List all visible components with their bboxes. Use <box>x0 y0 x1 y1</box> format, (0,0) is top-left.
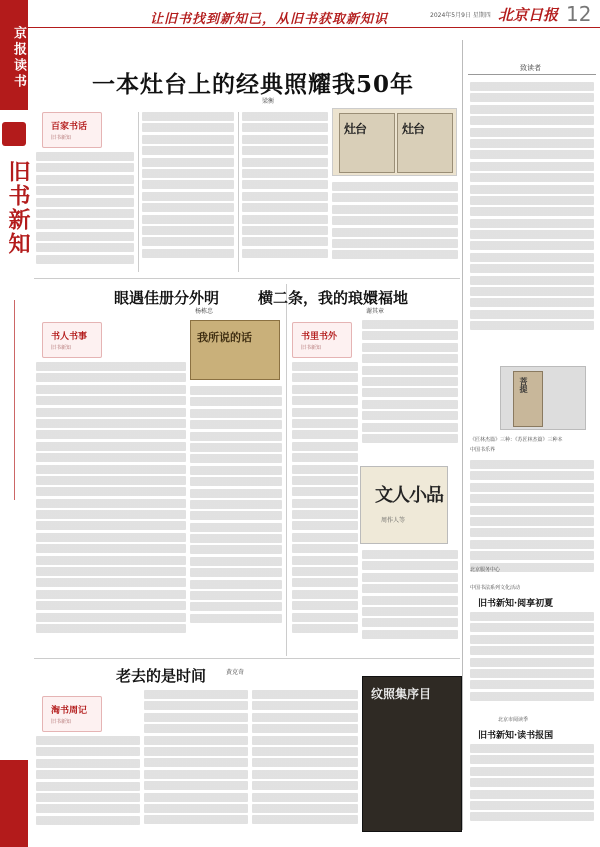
mid-right-book-photo: 文人小品 周作人等 <box>360 466 448 544</box>
main-article-text-col2 <box>142 112 234 272</box>
page-number: 12 <box>566 2 592 26</box>
bottom-text-col1 <box>36 736 140 836</box>
bottom-byline: 黄克奇 <box>226 669 245 676</box>
column-title: 旧书新知 <box>5 160 31 256</box>
news2-title: 北京市阅读季 <box>498 717 529 723</box>
mid-left-book-photo: 我所说的话 <box>190 320 280 380</box>
news1-text <box>470 612 594 708</box>
seal-icon <box>2 122 26 146</box>
news1-title: 中国书法系列文化活动 <box>470 585 521 591</box>
mid-right-text-col3 <box>362 550 458 652</box>
mid-right-text-col2 <box>362 320 458 460</box>
strip-divider <box>14 300 15 500</box>
issue-date: 2024年5月9日 星期四 <box>430 12 491 19</box>
section-separator-bottom <box>34 658 460 659</box>
mid-right-text-col1 <box>292 362 358 652</box>
strip-footer-block <box>0 760 28 847</box>
right-column-header: 致读者 <box>520 64 541 72</box>
main-article-photo <box>332 108 457 176</box>
section-name: 京报读书 <box>0 0 28 110</box>
main-article-text-col3 <box>242 112 328 272</box>
right-column-rule <box>468 74 596 75</box>
section-separator <box>34 278 460 279</box>
book-cover-2: 灶台 <box>397 113 453 173</box>
right-item-2: 中国书乐界 <box>470 447 496 453</box>
news1-heading: 旧书新知·阅享初夏 <box>478 599 554 609</box>
header-rule <box>28 27 600 28</box>
right-column-text <box>470 82 594 352</box>
news3-heading: 旧书新知·读书报国 <box>478 731 554 741</box>
news3-text <box>470 744 594 834</box>
bottom-text-col2 <box>144 690 248 836</box>
book-cover-1: 灶台 <box>339 113 395 173</box>
main-article-title: 一本灶台上的经典照耀我50年 <box>92 71 415 98</box>
newspaper-logo: 北京日报 <box>498 6 559 24</box>
col-divider <box>238 112 239 272</box>
mid-left-badge: 书人书事 旧书新知 <box>42 322 102 358</box>
mid-left-title: 眼遇佳册分外明 <box>114 289 220 307</box>
mid-right-byline: 谢其章 <box>366 308 385 315</box>
page-slogan: 让旧书找到新知己，从旧书获取新知识 <box>150 12 389 27</box>
badge-name: 百家书话 <box>51 122 88 132</box>
mid-left-byline: 杨栋忠 <box>195 308 214 315</box>
right-column-text-2 <box>470 460 594 580</box>
mid-divider <box>286 284 287 656</box>
bottom-book-photo: 纹照集序目 <box>362 676 462 832</box>
right-column-book-photo: 菩提 <box>500 366 586 430</box>
col-divider <box>138 112 139 272</box>
main-article-byline: 梁衡 <box>262 98 275 105</box>
main-article-text-col1 <box>36 152 134 270</box>
right-column-divider <box>462 40 463 830</box>
bottom-badge: 淘书周记 旧书新知 <box>42 696 102 732</box>
mid-right-badge: 书里书外 旧书新知 <box>292 322 352 358</box>
bottom-text-col3 <box>252 690 358 836</box>
bottom-title: 老去的是时间 <box>116 667 207 685</box>
badge-sub: 旧书新知 <box>51 135 72 141</box>
right-item-1: 《匠林杰篇》三种：《苏匠林杰篇》三种本 <box>470 437 563 443</box>
news2-heading: 北京服务中心 <box>470 567 501 573</box>
mid-left-text-col2 <box>190 386 282 652</box>
main-article-text-col4 <box>332 182 458 272</box>
main-column-badge <box>42 112 102 148</box>
mid-left-text-col1 <box>36 362 186 652</box>
mid-right-title: 横二条，我的琅嬛福地 <box>258 289 409 307</box>
